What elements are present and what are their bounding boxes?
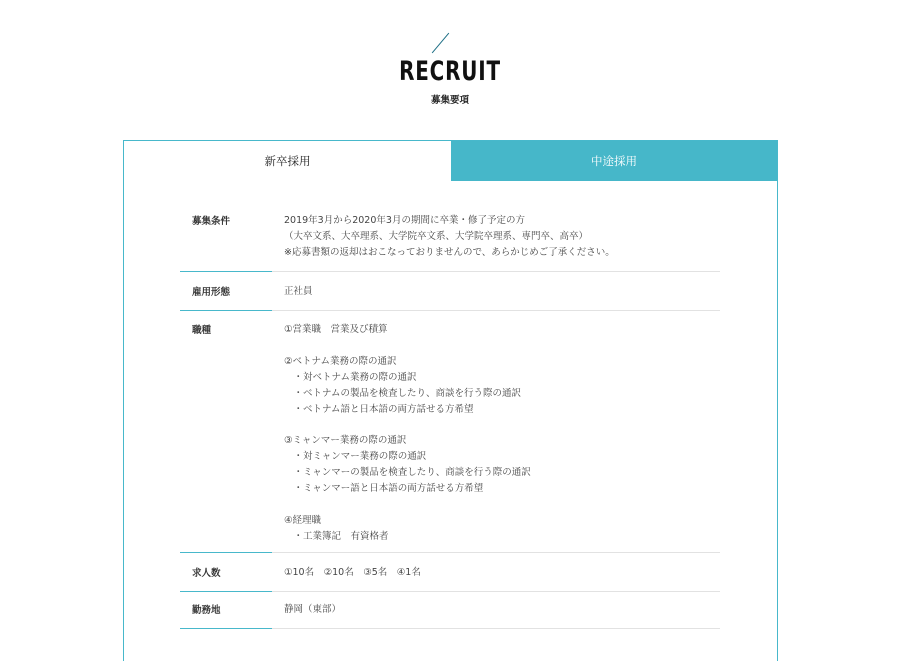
row-value: 正社員: [284, 286, 313, 297]
row-value: ①営業職 営業及び積算 ②ベトナム業務の際の通訳 ・対ベトナム業務の際の通訳 ・ベトナムの製品を検査したり、商談を行う際の通訳 ・ベトナム語と日本語の両方話せる方希望 ③ミャンマー業務の際の通訳 ・対ミャンマー業務の際の通訳 ・ミャンマーの製品を検査したり、商談を行う際の通訳 ・ミャンマー語と日本語の両方話せる方希望 ④経理職 ・工業簿記 有資格者: [284, 324, 531, 542]
recruit-panel: [123, 140, 778, 661]
row-divider: [180, 552, 720, 553]
row-label: 求人数: [192, 568, 221, 579]
tab-mid-career[interactable]: 中途採用: [451, 141, 777, 181]
row-label: 募集条件: [192, 216, 231, 227]
row-value: 2019年3月から2020年3月の期間に卒業・修了予定の方 （大卒文系、大卒理系、大学院卒文系、大学院卒理系、専門卒、高卒） ※応募書類の返却はおこなっておりませんので、あらかじめご了承ください。: [284, 215, 615, 258]
row-value: 静岡（東部）: [284, 604, 342, 615]
recruit-tabs: [124, 141, 777, 181]
row-divider: [180, 310, 720, 311]
row-label: 勤務地: [192, 605, 221, 616]
row-divider: [180, 271, 720, 272]
title-slash-decoration: [432, 33, 449, 54]
tab-new-graduate[interactable]: 新卒採用: [264, 154, 311, 168]
page-title: RECRUIT: [399, 56, 501, 87]
row-label: 職種: [192, 325, 212, 336]
row-divider: [180, 628, 720, 629]
row-label: 雇用形態: [192, 287, 231, 298]
row-value: ①10名 ②10名 ③5名 ④1名: [284, 567, 421, 578]
page-subtitle: 募集要項: [430, 95, 469, 106]
row-divider: [180, 591, 720, 592]
